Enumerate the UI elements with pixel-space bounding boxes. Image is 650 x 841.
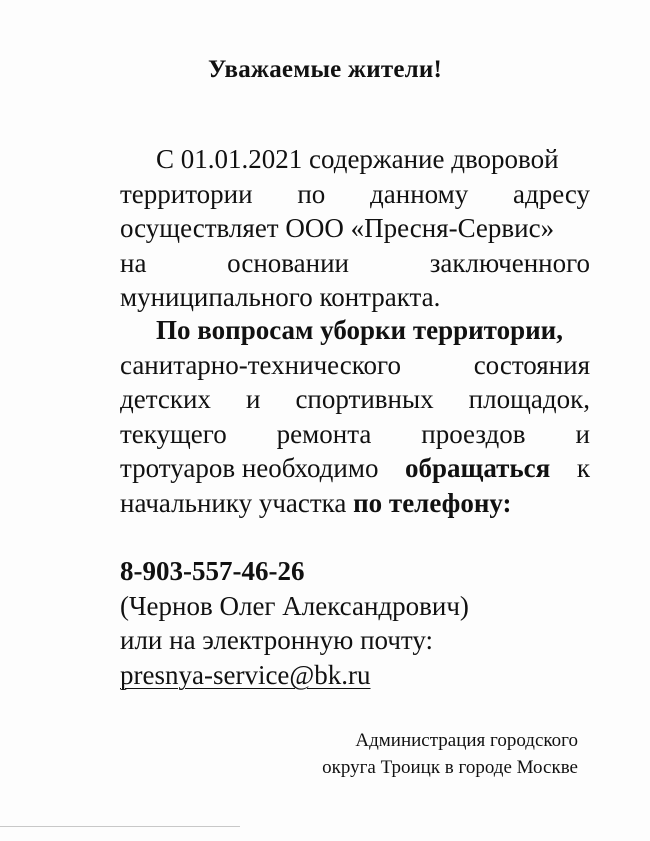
word: и [575,418,590,449]
email-link[interactable]: presnya-service@bk.ru [120,659,371,690]
paragraph2-line-1: По вопросам уборки территории, [156,315,563,345]
scan-edge-line [0,826,240,827]
word-emphasis: обращаться [405,453,551,483]
email-intro: или на электронную почту: [120,625,433,655]
paragraph1-line-2 [120,177,590,212]
paragraph2-line-4 [120,417,590,452]
signature-line-2: округа Троицк в городе Москве [322,757,578,778]
word: к [576,453,590,483]
paragraph2-line-6 [120,486,590,521]
word: санитарно-технического [120,349,401,380]
paragraph1-line-1: С 01.01.2021 содержание дворовой [156,144,559,174]
word: состояния [473,349,590,380]
word: площадок, [468,384,590,414]
word: ремонта [276,418,372,449]
notice-title: Уважаемые жители! [208,56,442,83]
paragraph1-line-5: муниципального контракта. [120,282,441,312]
word: детских [120,384,211,414]
word: и [245,384,261,414]
word: заключенного [429,247,590,278]
paragraph2-line-5 [120,451,590,486]
word: тротуаров необходимо [120,453,379,483]
phone-number: 8-903-557-46-26 [120,556,305,586]
word: спортивных [295,384,434,414]
paragraph1-line-3: осуществляет ООО «Пресня-Сервис» [120,213,555,243]
paragraph-service-info [120,142,590,315]
paragraph2-line-3 [120,382,590,417]
text-emphasis: по телефону: [353,487,512,518]
paragraph1-line-4 [120,246,590,281]
signature-block [322,727,578,781]
word: территории [120,178,253,209]
text: начальнику участка [120,487,347,518]
word: проездов [421,418,526,449]
contact-block [120,554,469,692]
word: адресу [512,178,590,209]
word: основании [227,247,350,278]
word: текущего [120,418,227,449]
paragraph2-line-2 [120,348,590,383]
contact-person: (Чернов Олег Александрович) [120,590,469,621]
word: по [297,178,326,209]
signature-line-1: Администрация городского [355,730,578,751]
word: данному [370,178,469,209]
word: на [120,247,147,278]
paragraph-contact-instructions [120,313,590,520]
